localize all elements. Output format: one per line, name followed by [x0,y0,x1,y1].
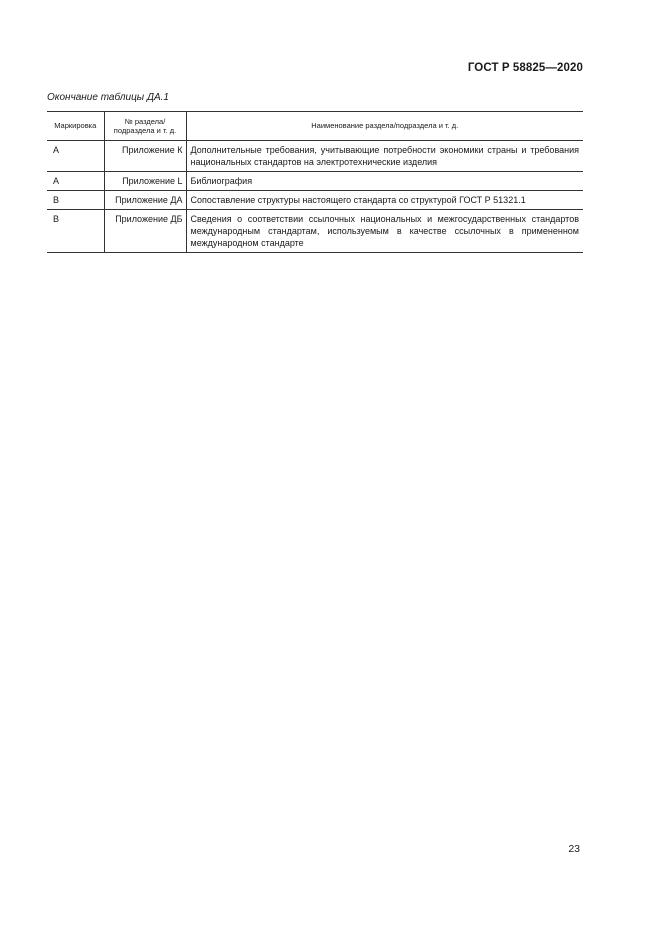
cell-section-name: Сведения о соответствии ссылочных национальных и межгосударственных стандартов международным стандартам, используемым в качестве ссылочных в примененном международном стандарте [186,210,583,253]
cell-section-number: Приложение ДБ [104,210,186,253]
document-header-standard: ГОСТ Р 58825—2020 [467,62,583,74]
cell-marking: А [47,141,104,172]
cell-section-name: Библиография [186,172,583,191]
table-caption: Окончание таблицы ДА.1 [47,92,169,103]
cell-section-number: Приложение L [104,172,186,191]
column-header-section-name: Наименование раздела/подраздела и т. д. [186,112,583,141]
cell-marking: В [47,210,104,253]
table-row [47,172,583,191]
cell-section-name: Сопоставление структуры настоящего стандарта со структурой ГОСТ Р 51321.1 [186,191,583,210]
table-header-row [47,112,583,141]
cell-marking: А [47,172,104,191]
cell-section-name: Дополнительные требования, учитывающие потребности экономики страны и требования национальных стандартов на электротехнические изделия [186,141,583,172]
page-number: 23 [568,843,580,855]
table-row [47,141,583,172]
cell-section-number: Приложение ДА [104,191,186,210]
table-row [47,210,583,253]
table-row [47,191,583,210]
table-body [47,141,583,253]
cell-section-number: Приложение К [104,141,186,172]
table-header [47,112,583,141]
correspondence-table [47,111,583,253]
cell-marking: В [47,191,104,210]
column-header-section-number: № раздела/ подраздела и т. д. [104,112,186,141]
column-header-marking: Маркировка [47,112,104,141]
